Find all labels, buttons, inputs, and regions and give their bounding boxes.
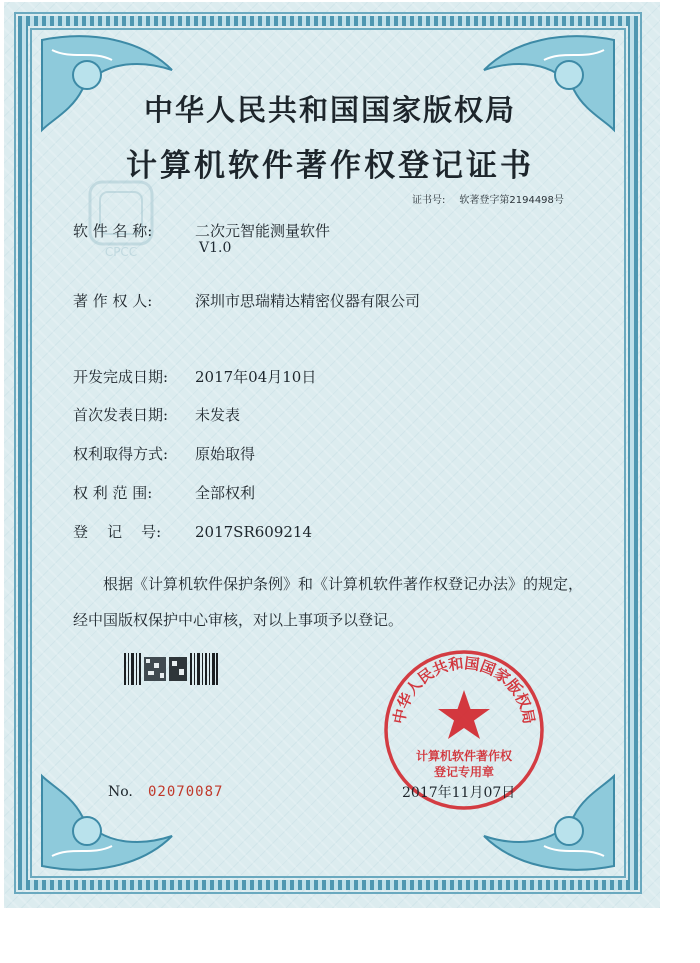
cpcc-mark-text: CPCC [104, 245, 138, 259]
field-value: 未发表 [195, 406, 241, 424]
seal-outer-text: 中华人民共和国国家版权局 [389, 654, 539, 726]
field-software-name [73, 220, 330, 241]
seal-inner-line2: 登记专用章 [433, 765, 495, 779]
field-registration-number [73, 521, 312, 542]
corner-ornament-bottom-left [32, 766, 182, 876]
seal-star-icon [438, 690, 490, 739]
serial-number: 02070087 [148, 784, 224, 800]
field-label: 权利取得方式: [73, 445, 169, 463]
software-version: V1.0 [199, 240, 232, 256]
field-label: 开发完成日期: [73, 368, 169, 386]
field-copyright-owner [73, 290, 420, 311]
registration-statement [73, 566, 593, 638]
field-label: 著 作 权 人: [73, 292, 153, 310]
field-label: 软 件 名 称: [73, 222, 153, 240]
field-value: 二次元智能测量软件 [195, 222, 331, 240]
field-value: 深圳市思瑞精达精密仪器有限公司 [195, 292, 421, 310]
field-label: 登 记 号: [73, 523, 162, 541]
statement-text: 根据《计算机软件保护条例》和《计算机软件著作权登记办法》的规定，经中国版权保护中心审核，对以上事项予以登记。 [73, 575, 584, 629]
field-acquisition-method [73, 443, 255, 464]
issuing-authority: 中华人民共和国国家版权局 [143, 93, 516, 127]
barcode-image [124, 653, 218, 685]
seal-inner-line1: 计算机软件著作权 [415, 749, 513, 763]
certificate-number-value: 软著登字第2194498号 [459, 195, 564, 206]
field-first-publication-date [73, 404, 240, 425]
field-value: 全部权利 [195, 484, 256, 502]
certificate-title: 计算机软件著作权登记证书 [126, 148, 534, 184]
field-value: 2017SR609214 [195, 523, 313, 541]
serial-label: No. [108, 784, 133, 800]
field-value: 原始取得 [195, 445, 256, 463]
field-value: 2017年04月10日 [195, 368, 317, 386]
issue-date: 2017年11月07日 [402, 785, 516, 801]
field-completion-date [73, 366, 316, 387]
field-label: 权 利 范 围: [73, 484, 153, 502]
field-label: 首次发表日期: [73, 406, 169, 424]
certificate-number-label: 证书号: [412, 195, 446, 206]
cpcc-watermark-logo [84, 178, 158, 260]
field-scope-of-rights [73, 482, 255, 503]
certificate-number [412, 191, 564, 206]
